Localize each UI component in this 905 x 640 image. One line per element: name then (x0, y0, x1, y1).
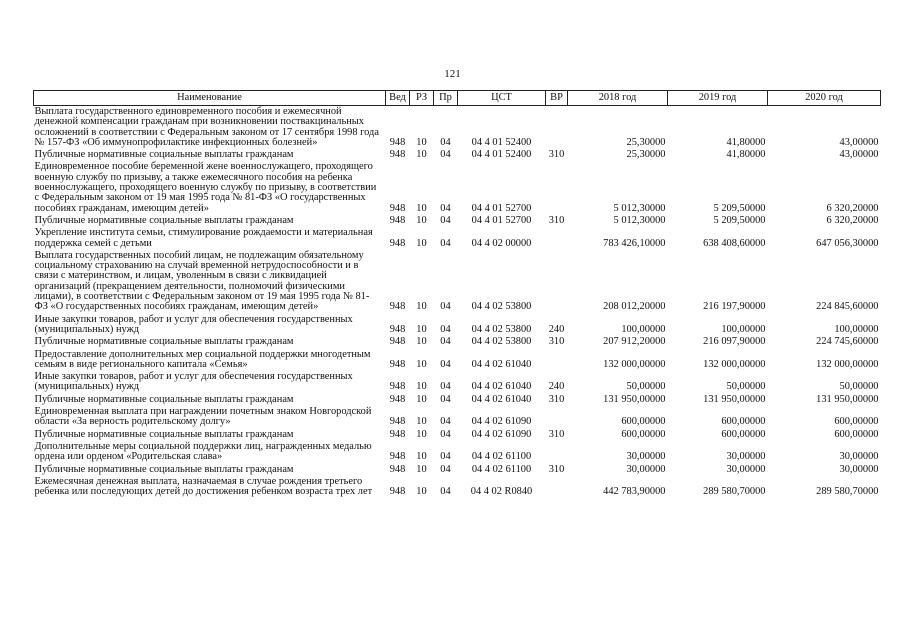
cell-2018: 25,30000 (626, 149, 666, 161)
cell-pr: 04 (440, 428, 451, 440)
header-2020: 2020 год (768, 91, 881, 106)
cell-2019: 289 580,70000 (703, 486, 766, 498)
cell-2018: 131 950,00000 (603, 393, 666, 405)
cell-2018: 783 426,10000 (603, 237, 666, 249)
cell-pr: 04 (440, 416, 451, 428)
cell-2020: 600,00000 (834, 428, 879, 440)
cell-2018: 600,00000 (621, 416, 666, 428)
header-rz: РЗ (410, 91, 434, 106)
cell-cst: 04 4 01 52700 (471, 214, 532, 226)
cell-name: Публичные нормативные социальные выплаты гражданам (34, 428, 294, 440)
cell-rz: 10 (416, 237, 427, 249)
table-row (34, 406, 881, 429)
cell-rz: 10 (416, 451, 427, 463)
cell-rz: 10 (416, 149, 427, 161)
cell-2019: 132 000,00000 (703, 358, 766, 370)
table-row (34, 314, 881, 337)
cell-2019: 131 950,00000 (703, 393, 766, 405)
cell-vr (546, 106, 568, 150)
cell-name: Предоставление дополнительных мер социальной поддержки многодетным семьям в виде регионального капитала «Семья» (34, 348, 371, 370)
cell-rz: 10 (416, 202, 427, 214)
header-ved: Вед (386, 91, 410, 106)
table-row (34, 149, 881, 161)
table-row (34, 250, 881, 314)
cell-name: Публичные нормативные социальные выплаты гражданам (34, 214, 294, 226)
cell-2020: 647 056,30000 (816, 237, 879, 249)
cell-2020: 289 580,70000 (816, 486, 879, 498)
cell-rz: 10 (416, 301, 427, 313)
table-row (34, 215, 881, 227)
cell-2018: 600,00000 (621, 428, 666, 440)
cell-2018: 132 000,00000 (603, 358, 666, 370)
cell-2020: 132 000,00000 (816, 358, 879, 370)
cell-pr: 04 (440, 149, 451, 161)
cell-2020: 30,00000 (839, 451, 879, 463)
cell-2019: 30,00000 (726, 463, 766, 475)
cell-name: Дополнительные меры социальной поддержки лиц, награжденных медалью ордена или орденом «Родительская слава» (34, 440, 372, 463)
cell-2018: 30,00000 (626, 451, 666, 463)
cell-pr: 04 (440, 381, 451, 393)
cell-vr (546, 161, 568, 214)
cell-ved: 948 (389, 214, 406, 226)
cell-2018: 30,00000 (626, 463, 666, 475)
cell-cst: 04 4 01 52700 (471, 202, 532, 214)
cell-pr: 04 (440, 463, 451, 475)
table-row (34, 336, 881, 348)
table-row (34, 394, 881, 406)
cell-2019: 638 408,60000 (703, 237, 766, 249)
cell-name: Выплата государственного единовременного пособия и ежемесячной денежной компенсации гражданам при возникновении поствакцинальных осложнений в соответствии с Федеральным законом от 17 сентября 1998 года № 157-ФЗ «Об иммунопрофилактике инфекционных болезней» (34, 106, 379, 148)
cell-2020: 224 745,60000 (816, 336, 879, 348)
table-row (34, 371, 881, 394)
cell-cst: 04 4 01 52400 (471, 136, 532, 148)
cell-cst: 04 4 01 52400 (471, 149, 532, 161)
cell-pr: 04 (440, 358, 451, 370)
cell-rz: 10 (416, 486, 427, 498)
cell-2019: 5 209,50000 (713, 202, 766, 214)
cell-pr: 04 (440, 323, 451, 335)
cell-2019: 50,00000 (726, 381, 766, 393)
cell-cst: 04 4 02 53800 (471, 323, 532, 335)
budget-table (33, 90, 881, 498)
table-row (34, 161, 881, 214)
table-row (34, 464, 881, 476)
cell-name: Публичные нормативные социальные выплаты гражданам (34, 393, 294, 405)
cell-ved: 948 (389, 486, 406, 498)
cell-pr: 04 (440, 136, 451, 148)
table-row (34, 349, 881, 372)
cell-2018: 208 012,20000 (603, 301, 666, 313)
cell-ved: 948 (389, 381, 406, 393)
cell-cst: 04 4 02 61040 (471, 358, 532, 370)
cell-rz: 10 (416, 416, 427, 428)
cell-cst: 04 4 02 R0840 (470, 486, 533, 498)
cell-name: Выплата государственных пособий лицам, не подлежащим обязательному социальному страхованию на случай временной нетрудоспособности и в связи с материнством, и лицам, уволенным в связи с ликвидацией организаций (прекращением деятельности, полномочий физическими лицами), в соответствии с Федеральным законом от 19 мая 1995 года № 81-ФЗ «О государственных пособиях гражданам, имеющим детей» (34, 249, 370, 313)
cell-2020: 6 320,20000 (826, 202, 879, 214)
cell-cst: 04 4 02 61090 (471, 416, 532, 428)
cell-2020: 6 320,20000 (826, 214, 879, 226)
cell-name: Единовременная выплата при награждении почетным знаком Новгородской области «За верность родительскому долгу» (34, 406, 372, 428)
cell-vr (546, 349, 568, 372)
cell-2020: 131 950,00000 (816, 393, 879, 405)
cell-vr: 310 (548, 149, 565, 161)
cell-2019: 216 197,90000 (703, 301, 766, 313)
page-number: 121 (444, 68, 461, 80)
cell-name: Иные закупки товаров, работ и услуг для обеспечения государственных (муниципальных) нужд (34, 371, 353, 393)
cell-cst: 04 4 02 61100 (471, 463, 532, 475)
cell-2018: 100,00000 (621, 323, 666, 335)
cell-vr (546, 441, 568, 464)
table-header-row (34, 91, 881, 106)
cell-vr (546, 476, 568, 499)
cell-vr (546, 406, 568, 429)
cell-2020: 224 845,60000 (816, 301, 879, 313)
cell-2020: 30,00000 (839, 463, 879, 475)
cell-rz: 10 (416, 336, 427, 348)
cell-2018: 5 012,30000 (613, 202, 666, 214)
cell-vr: 310 (548, 336, 565, 348)
cell-2019: 41,80000 (726, 149, 766, 161)
cell-cst: 04 4 02 53800 (471, 336, 532, 348)
cell-2019: 100,00000 (721, 323, 766, 335)
cell-rz: 10 (416, 358, 427, 370)
cell-pr: 04 (440, 202, 451, 214)
cell-pr: 04 (440, 486, 451, 498)
cell-rz: 10 (416, 393, 427, 405)
cell-rz: 10 (416, 323, 427, 335)
cell-ved: 948 (389, 237, 406, 249)
cell-ved: 948 (389, 301, 406, 313)
cell-ved: 948 (389, 202, 406, 214)
cell-ved: 948 (389, 393, 406, 405)
cell-vr: 310 (548, 214, 565, 226)
cell-rz: 10 (416, 136, 427, 148)
cell-pr: 04 (440, 301, 451, 313)
cell-name: Единовременное пособие беременной жене военнослужащего, проходящего военную службу по призыву, а также ежемесячного пособия на ребенка военнослужащего, проходящего военную службу по призыву, в соответствии с Федеральным законом от 19 мая 1995 года № 81-ФЗ «О государственных пособиях гражданам, имеющим детей» (34, 161, 377, 214)
cell-2020: 600,00000 (834, 416, 879, 428)
cell-name: Публичные нормативные социальные выплаты гражданам (34, 336, 294, 348)
cell-cst: 04 4 02 61040 (471, 393, 532, 405)
cell-name: Иные закупки товаров, работ и услуг для обеспечения государственных (муниципальных) нужд (34, 313, 353, 335)
cell-ved: 948 (389, 149, 406, 161)
cell-ved: 948 (389, 451, 406, 463)
cell-2018: 442 783,90000 (603, 486, 666, 498)
header-cst: ЦСТ (458, 91, 546, 106)
cell-2018: 50,00000 (626, 381, 666, 393)
cell-cst: 04 4 02 61040 (471, 381, 532, 393)
table-body (34, 106, 881, 499)
table-row (34, 429, 881, 441)
header-2019: 2019 год (668, 91, 768, 106)
cell-rz: 10 (416, 463, 427, 475)
cell-ved: 948 (389, 136, 406, 148)
cell-2020: 43,00000 (839, 136, 879, 148)
cell-vr (546, 227, 568, 250)
cell-ved: 948 (389, 358, 406, 370)
table-row (34, 106, 881, 150)
cell-ved: 948 (389, 336, 406, 348)
cell-cst: 04 4 02 00000 (471, 237, 532, 249)
cell-ved: 948 (389, 428, 406, 440)
cell-2018: 25,30000 (626, 136, 666, 148)
cell-pr: 04 (440, 214, 451, 226)
cell-2019: 600,00000 (721, 416, 766, 428)
cell-2018: 207 912,20000 (603, 336, 666, 348)
cell-cst: 04 4 02 61090 (471, 428, 532, 440)
cell-pr: 04 (440, 336, 451, 348)
cell-2019: 600,00000 (721, 428, 766, 440)
cell-rz: 10 (416, 381, 427, 393)
cell-name: Публичные нормативные социальные выплаты гражданам (34, 463, 294, 475)
cell-ved: 948 (389, 463, 406, 475)
cell-2018: 5 012,30000 (613, 214, 666, 226)
cell-name: Укрепление института семьи, стимулирование рождаемости и материальная поддержка семей с детьми (34, 227, 373, 249)
table-row (34, 441, 881, 464)
cell-cst: 04 4 02 61100 (471, 451, 532, 463)
cell-ved: 948 (389, 416, 406, 428)
cell-vr: 240 (548, 323, 565, 335)
cell-2019: 5 209,50000 (713, 214, 766, 226)
cell-rz: 10 (416, 214, 427, 226)
cell-vr: 310 (548, 393, 565, 405)
cell-ved: 948 (389, 323, 406, 335)
cell-name: Публичные нормативные социальные выплаты гражданам (34, 149, 294, 161)
table-row (34, 227, 881, 250)
cell-vr: 240 (548, 381, 565, 393)
cell-vr (546, 250, 568, 314)
cell-2020: 43,00000 (839, 149, 879, 161)
cell-vr: 310 (548, 463, 565, 475)
cell-cst: 04 4 02 53800 (471, 301, 532, 313)
table-row (34, 476, 881, 499)
header-pr: Пр (434, 91, 458, 106)
header-2018: 2018 год (568, 91, 668, 106)
cell-2020: 100,00000 (834, 323, 879, 335)
cell-vr: 310 (548, 428, 565, 440)
cell-pr: 04 (440, 451, 451, 463)
cell-pr: 04 (440, 237, 451, 249)
header-name: Наименование (34, 91, 386, 106)
cell-2019: 216 097,90000 (703, 336, 766, 348)
header-vr: ВР (546, 91, 568, 106)
cell-2019: 30,00000 (726, 451, 766, 463)
cell-2020: 50,00000 (839, 381, 879, 393)
cell-pr: 04 (440, 393, 451, 405)
cell-name: Ежемесячная денежная выплата, назначаемая в случае рождения третьего ребенка или последующих детей до достижения ребенком возраста трех лет (34, 475, 373, 498)
cell-rz: 10 (416, 428, 427, 440)
cell-2019: 41,80000 (726, 136, 766, 148)
